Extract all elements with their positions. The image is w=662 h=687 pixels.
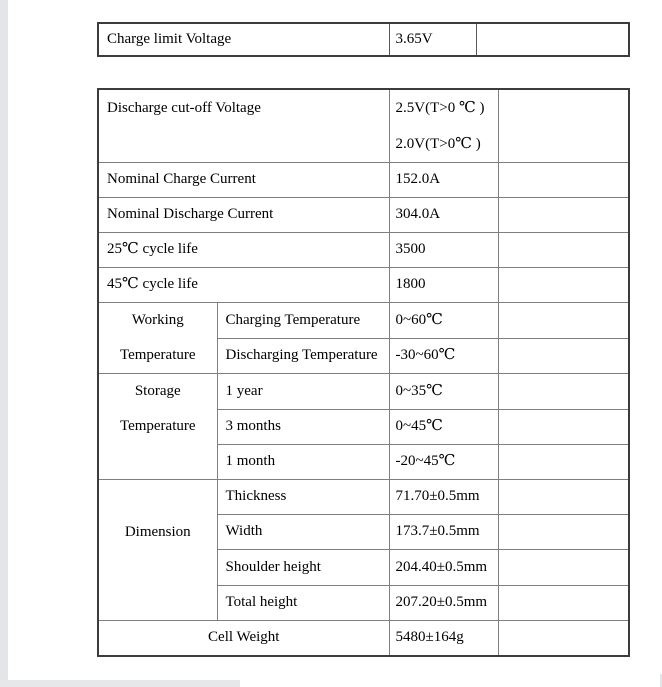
table-row (98, 480, 629, 515)
spec-sublabel: Discharging Temperature (217, 338, 389, 374)
spec-sublabel: Charging Temperature (217, 303, 389, 339)
empty-cell (498, 515, 629, 550)
spec-value: 3.65V (389, 23, 476, 56)
category-storage-temperature (98, 374, 217, 480)
spec-parameter: Discharge cut-off Voltage (98, 89, 389, 163)
spec-parameter: Nominal Charge Current (98, 163, 389, 198)
empty-cell (476, 23, 629, 56)
empty-cell (498, 198, 629, 233)
viewer-gutter-bottom (0, 680, 240, 687)
spec-value: 3500 (389, 233, 498, 268)
spec-sublabel: Thickness (217, 480, 389, 515)
spec-value-line-2: 2.0V(T>0℃ ) (395, 136, 481, 152)
spec-sublabel: 1 month (217, 445, 389, 480)
category-line-1: Storage (134, 383, 181, 399)
category-dimension (98, 480, 217, 621)
empty-cell (498, 586, 629, 621)
table-row (98, 303, 629, 339)
spec-parameter: Nominal Discharge Current (98, 198, 389, 233)
spec-value: 0~45℃ (389, 410, 498, 445)
battery-spec-table (97, 88, 630, 657)
spec-parameter: Cell Weight (98, 621, 389, 656)
spec-value: 5480±164g (389, 621, 498, 656)
table-row (98, 268, 629, 303)
empty-cell (498, 621, 629, 656)
table-row (98, 374, 629, 410)
spec-sublabel: 3 months (217, 410, 389, 445)
category-working-temperature (98, 303, 217, 374)
spec-value: 71.70±0.5mm (389, 480, 498, 515)
spec-value: 152.0A (389, 163, 498, 198)
spec-value: 204.40±0.5mm (389, 550, 498, 586)
spec-value: 1800 (389, 268, 498, 303)
category-line-2: Temperature (119, 347, 196, 363)
empty-cell (498, 550, 629, 586)
empty-cell (498, 268, 629, 303)
spec-value: 304.0A (389, 198, 498, 233)
charge-limit-table (97, 22, 630, 57)
spec-sublabel: Width (217, 515, 389, 550)
spec-sublabel: Total height (217, 586, 389, 621)
table-row (98, 163, 629, 198)
table-row (98, 23, 629, 56)
spec-value: 207.20±0.5mm (389, 586, 498, 621)
viewer-gutter-left (0, 0, 8, 680)
category-line-1: Dimension (124, 524, 191, 540)
empty-cell (498, 410, 629, 445)
empty-cell (498, 163, 629, 198)
spec-value-line-1: 2.5V(T>0 ℃ ) (395, 100, 485, 116)
empty-cell (498, 303, 629, 339)
table-row (98, 198, 629, 233)
spec-sublabel: 1 year (217, 374, 389, 410)
spec-parameter: Charge limit Voltage (98, 23, 389, 56)
spec-parameter: 25℃ cycle life (98, 233, 389, 268)
empty-cell (498, 89, 629, 163)
spec-value: 173.7±0.5mm (389, 515, 498, 550)
empty-cell (498, 338, 629, 374)
spec-value: -30~60℃ (389, 338, 498, 374)
spec-value: 0~60℃ (389, 303, 498, 339)
empty-cell (498, 445, 629, 480)
table-row (98, 233, 629, 268)
table-row (98, 89, 629, 163)
spec-value (389, 89, 498, 163)
spec-sublabel: Shoulder height (217, 550, 389, 586)
spec-parameter: 45℃ cycle life (98, 268, 389, 303)
table-row (98, 621, 629, 656)
empty-cell (498, 233, 629, 268)
spec-value: 0~35℃ (389, 374, 498, 410)
empty-cell (498, 480, 629, 515)
category-line-2: Temperature (119, 418, 196, 434)
category-line-1: Working (131, 312, 184, 328)
empty-cell (498, 374, 629, 410)
spec-value: -20~45℃ (389, 445, 498, 480)
